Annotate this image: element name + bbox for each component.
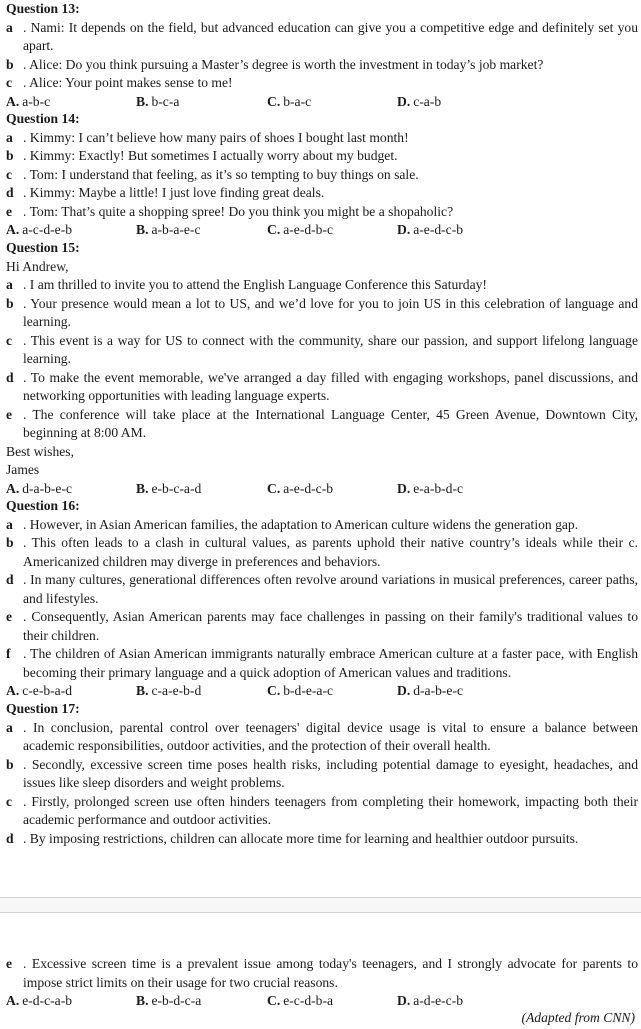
letter-greeting: Hi Andrew, <box>6 258 69 274</box>
question-title: Question 13: <box>6 1 80 16</box>
sentence-d: d . To make the event memorable, we've arranged a day filled with engaging workshops, panel discussions, and networking opportunities with leading language experts. <box>6 369 638 403</box>
sentence-e: e . Excessive screen time is a prevalent issue among today's teenagers, and I strongly advocate for parents to impose strict limits on their usage for two crucial reasons. <box>6 956 639 990</box>
option-d[interactable]: D. e-a-b-d-c <box>397 480 464 496</box>
option-a[interactable]: A. e-d-c-a-b <box>6 993 73 1008</box>
question-16 <box>6 497 638 701</box>
option-b[interactable]: B. c-a-e-b-d <box>136 683 202 698</box>
page-gap <box>0 898 641 912</box>
option-d[interactable]: D. c-a-b <box>397 93 442 109</box>
question-15 <box>6 239 638 498</box>
sentence-d: d . In many cultures, generational differences often revolve around variations in musical preferences, career paths, and lifestyles. <box>6 572 639 606</box>
option-c[interactable]: C. e-c-d-b-a <box>267 993 334 1008</box>
sentence-d: d . By imposing restrictions, children can allocate more time for learning and healthier outdoor pursuits. <box>6 830 579 846</box>
question-13 <box>6 0 638 111</box>
sentence-c: c . This event is a way for US to connect with the community, share our passion, and support lifelong language learning. <box>6 332 638 366</box>
sentence-f: f . The children of Asian American immigrants naturally embrace American culture at a faster pace, with English becoming their primary language and a quick adoption of American values and traditions. <box>6 646 638 680</box>
question-17 <box>6 700 638 848</box>
sentence-c: c . Firstly, prolonged screen use often hinders teenagers from completing their homework, impacting both their academic performance and outdoor activities. <box>6 793 638 827</box>
option-c[interactable]: C. a-e-d-b-c <box>267 222 334 237</box>
sentence-e: e . Consequently, Asian American parents may face challenges in passing on their family's traditional values to their children. <box>6 609 638 643</box>
sentence-c: c . Alice: Your point makes sense to me! <box>6 75 233 90</box>
option-a[interactable]: A. c-e-b-a-d <box>6 683 73 698</box>
option-b[interactable]: B. e-b-d-c-a <box>136 993 202 1008</box>
option-b[interactable]: B. e-b-c-a-d <box>136 480 202 496</box>
question-14 <box>6 110 638 240</box>
option-c[interactable]: C. a-e-d-c-b <box>267 480 334 496</box>
sentence-a: a . Nami: It depends on the field, but advanced education can give you a competitive edge and definitely set you apart. <box>6 19 639 53</box>
sentence-a: a . Kimmy: I can’t believe how many pairs of shoes I bought last month! <box>6 129 409 145</box>
option-b[interactable]: B. b-c-a <box>136 93 180 109</box>
sentence-a: a . However, in Asian American families, the adaptation to American culture widens the generation gap. <box>6 516 579 532</box>
sentence-b: b . Your presence would mean a lot to US, and we’d love for you to join US in this celebration of language and learning. <box>6 295 638 329</box>
answer-options <box>6 480 638 499</box>
answer-options <box>6 221 638 240</box>
sentence-e: e . Tom: That’s quite a shopping spree! Do you think you might be a shopaholic? <box>6 203 454 219</box>
option-d[interactable]: D. d-a-b-e-c <box>397 683 464 698</box>
question-17-continued <box>6 955 638 1011</box>
sentence-b: b . This often leads to a clash in cultural values, as parents uphold their native country’s ideals while their c. Americanized children may diverge in preferences and behaviors. <box>6 535 638 569</box>
option-c[interactable]: C. b-a-c <box>267 93 312 109</box>
sentence-a: a . In conclusion, parental control over teenagers' digital device usage is vital to ensure a balance between academic responsibilities, outdoor activities, and the protection of their overall health. <box>6 719 639 753</box>
option-a[interactable]: A. d-a-b-e-c <box>6 480 73 496</box>
source-credit: (Adapted from CNN) <box>521 1010 635 1025</box>
sentence-d: d . Kimmy: Maybe a little! I just love finding great deals. <box>6 185 325 200</box>
sentence-a: a . I am thrilled to invite you to attend the English Language Conference this Saturday! <box>6 277 487 292</box>
option-b[interactable]: B. a-b-a-e-c <box>136 222 201 237</box>
sentence-b: b . Alice: Do you think pursuing a Master’s degree is worth the investment in today’s job market? <box>6 56 544 72</box>
sentence-b: b . Kimmy: Exactly! But sometimes I actually worry about my budget. <box>6 148 398 163</box>
option-d[interactable]: D. a-e-d-c-b <box>397 222 464 237</box>
question-title: Question 16: <box>6 498 80 513</box>
sentence-e: e . The conference will take place at the International Language Center, 45 Green Avenue, Downtown City, beginning at 8:00 AM. <box>6 406 638 440</box>
page-break-bottom <box>0 912 641 913</box>
answer-options <box>6 682 638 701</box>
option-a[interactable]: A. a-c-d-e-b <box>6 222 73 237</box>
letter-closing: Best wishes, <box>6 443 74 459</box>
letter-signature: James <box>6 462 40 477</box>
answer-options <box>6 992 638 1011</box>
question-title: Question 14: <box>6 111 80 126</box>
answer-options <box>6 93 638 112</box>
question-title: Question 17: <box>6 701 80 716</box>
sentence-c: c . Tom: I understand that feeling, as it’s so tempting to buy things on sale. <box>6 166 419 182</box>
option-a[interactable]: A. a-b-c <box>6 93 51 109</box>
question-title: Question 15: <box>6 240 80 255</box>
option-d[interactable]: D. a-d-e-c-b <box>397 993 464 1008</box>
sentence-b: b . Secondly, excessive screen time poses health risks, including potential damage to eyesight, headaches, and issues like sleep disorders and weight problems. <box>6 756 639 790</box>
option-c[interactable]: C. b-d-e-a-c <box>267 683 334 698</box>
